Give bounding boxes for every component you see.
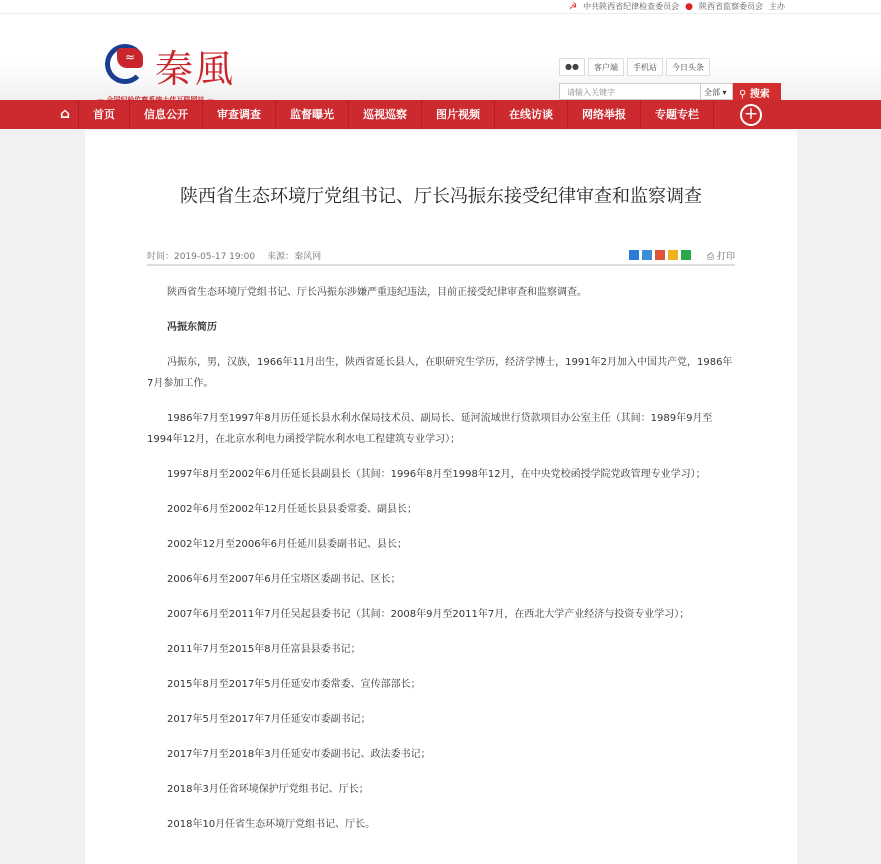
paragraph: 冯振东，男，汉族，1966年11月出生，陕西省延长县人，在职研究生学历，经济学博士，1991年2月加入中国共产党，1986年7月参加工作。	[147, 357, 733, 389]
paragraph: 2018年10月任省生态环境厅党组书记、厅长。	[167, 819, 376, 830]
search-bar	[559, 83, 781, 100]
nav-item[interactable]: 在线访谈	[495, 100, 568, 129]
home-icon[interactable]: ⌂	[52, 100, 79, 129]
paragraph: 2002年12月至2006年6月任延川县委副书记、县长；	[167, 539, 407, 550]
search-scope-select[interactable]: 全部 ▾	[701, 83, 733, 100]
printer-icon: ⎙	[706, 251, 715, 262]
paragraph: 1986年7月至1997年8月历任延长县水利水保局技术员、副局长、延河流域世行贷款项目办公室主任（其间：1989年9月至1994年12月，在北京水利电力函授学院水利水电工程建筑专业学习）；	[147, 413, 713, 445]
wechat-icon[interactable]: ●●	[559, 58, 585, 76]
print-label: 打印	[716, 251, 735, 262]
host-label: 主办	[769, 2, 785, 11]
search-button[interactable]	[733, 83, 781, 100]
article-meta	[147, 246, 735, 266]
paragraph: 2007年6月至2011年7月任吴起县委书记（其间：2008年9月至2011年7月，在西北大学产业经济与投资专业学习）；	[167, 609, 690, 620]
org-link-discipline[interactable]: 中共陕西省纪律检查委员会	[583, 2, 680, 11]
nav-item[interactable]: 专题专栏	[641, 100, 714, 129]
article-source: 来源：秦风网	[267, 251, 322, 262]
article	[85, 130, 797, 864]
nav-item[interactable]: 网络举报	[568, 100, 641, 129]
search-input[interactable]: 请输入关键字	[559, 83, 701, 100]
party-emblem-icon: ☭	[569, 1, 578, 12]
nav-item[interactable]: 巡视巡察	[349, 100, 422, 129]
paragraph: 2011年7月至2015年8月任富县县委书记；	[167, 644, 361, 655]
logo-flag-icon: ≈	[117, 48, 143, 68]
share-wechat-icon[interactable]	[681, 250, 691, 260]
org-link-supervision[interactable]: 陕西省监察委员会	[699, 2, 763, 11]
link-client[interactable]: 客户端	[588, 58, 624, 76]
share-more-icon[interactable]	[629, 250, 639, 260]
nav-item[interactable]: 信息公开	[130, 100, 203, 129]
section-heading: 冯振东简历	[167, 322, 217, 333]
publish-time: 时间：2019-05-17 19:00	[147, 251, 256, 262]
header	[0, 14, 881, 104]
site-logo[interactable]	[97, 40, 275, 110]
share-qzone-icon[interactable]	[642, 250, 652, 260]
print-button[interactable]	[707, 249, 735, 262]
share-buttons	[629, 250, 691, 260]
logo-tagline: — 全国纪检监察系统十佳互联网站 —	[97, 96, 214, 104]
logo-name: 秦風	[155, 47, 236, 91]
nav-item[interactable]: 首页	[79, 100, 130, 129]
article-title: 陕西省生态环境厅党组书记、厅长冯振东接受纪律审查和监察调查	[180, 186, 702, 207]
national-emblem-icon: ●	[685, 1, 693, 12]
quick-links	[559, 58, 710, 76]
paragraph: 2017年5月至2017年7月任延安市委副书记；	[167, 714, 371, 725]
plus-icon[interactable]: +	[740, 104, 762, 126]
link-toutiao[interactable]: 今日头条	[666, 58, 710, 76]
top-bar	[0, 0, 881, 14]
search-label: 搜索	[749, 89, 770, 100]
link-mobile[interactable]: 手机站	[627, 58, 663, 76]
paragraph: 2006年6月至2007年6月任宝塔区委副书记、区长；	[167, 574, 401, 585]
paragraph: 1997年8月至2002年6月任延长县副县长（其间：1996年8月至1998年12月，在中央党校函授学院党政管理专业学习）；	[167, 469, 706, 480]
nav-item[interactable]: 监督曝光	[276, 100, 349, 129]
scope-value: 全部	[704, 88, 720, 97]
nav-item[interactable]: 审查调查	[203, 100, 276, 129]
article-body	[147, 282, 735, 835]
share-qq-icon[interactable]	[668, 250, 678, 260]
paragraph: 2017年7月至2018年3月任延安市委副书记、政法委书记；	[167, 749, 431, 760]
share-weibo-icon[interactable]	[655, 250, 665, 260]
paragraph: 2002年6月至2002年12月任延长县县委常委、副县长；	[167, 504, 417, 515]
paragraph: 2015年8月至2017年5月任延安市委常委、宣传部部长；	[167, 679, 421, 690]
paragraph: 陕西省生态环境厅党组书记、厅长冯振东涉嫌严重违纪违法，目前正接受纪律审查和监察调查。	[167, 287, 587, 298]
search-icon: ⚲	[739, 89, 747, 100]
nav-item[interactable]: 图片视频	[422, 100, 495, 129]
paragraph: 2018年3月任省环境保护厅党组书记、厅长；	[167, 784, 369, 795]
